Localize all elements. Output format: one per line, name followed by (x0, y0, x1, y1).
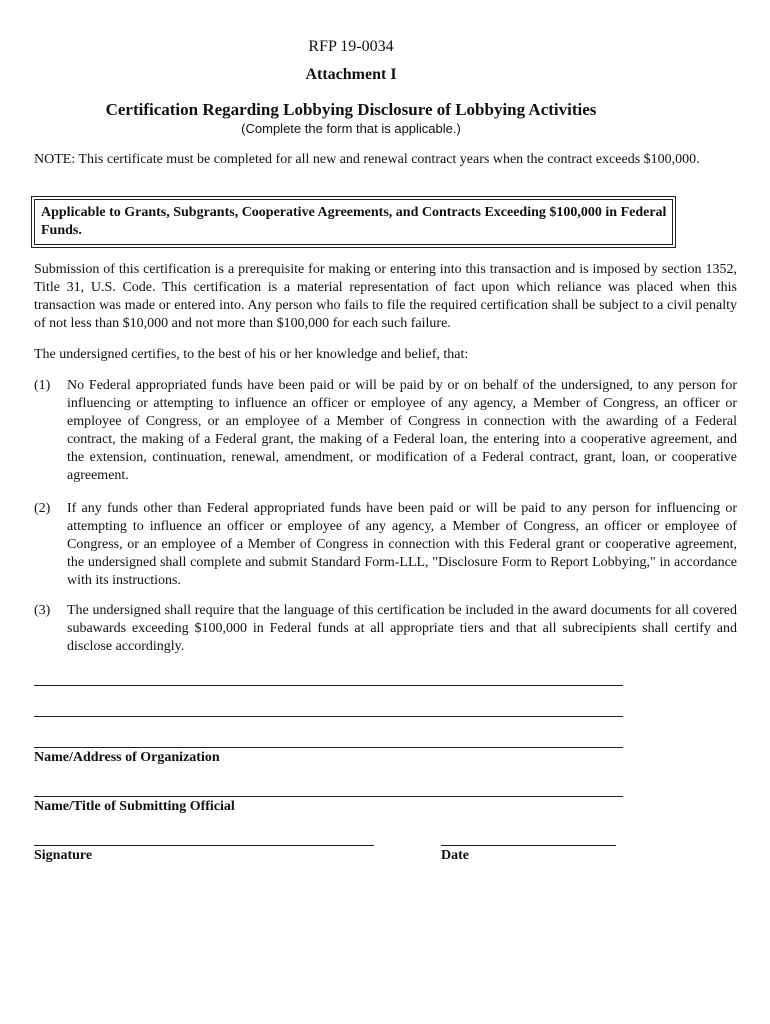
org-line-3[interactable] (34, 747, 623, 748)
signature-line[interactable] (34, 845, 374, 846)
item-text: If any funds other than Federal appropriated funds have been paid or will be paid to any person for influencing or attempting to influence an officer or employee of any agency, a Member of Congress, an officer or employee of Congress, or an employee of a Member of Congress in connection with this Federal grant or cooperative agreement, the undersigned shall complete and submit Standard Form-LLL, "Disclosure Form to Report Lobbying," in accordance with its instructions. (67, 501, 737, 588)
page-subtitle: (Complete the form that is applicable.) (241, 121, 461, 136)
official-line[interactable] (34, 796, 623, 797)
undersigned-paragraph: The undersigned certifies, to the best of his or her knowledge and belief, that: (34, 347, 469, 362)
note-text: NOTE: This certificate must be completed for all new and renewal contract years when the contract exceeds $100,000. (34, 152, 700, 167)
submission-paragraph: Submission of this certification is a prerequisite for making or entering into this transaction and is imposed by section 1352, Title 31, U.S. Code. This certification is a material representation of fact upon which reliance was placed when this transaction was made or entered into. Any person who fails to file the required certification shall be subject to a civil penalty of not less than $10,000 and not more than $100,000 for each such failure. (34, 262, 737, 331)
applicability-box: Applicable to Grants, Subgrants, Cooperative Agreements, and Contracts Exceeding $100,000 in Federal Funds. (34, 199, 673, 245)
item-number: (3) (34, 603, 51, 618)
item-number: (2) (34, 501, 51, 516)
item-number: (1) (34, 378, 51, 393)
item-text: The undersigned shall require that the language of this certification be included in the award documents for all covered subawards exceeding $100,000 in Federal funds at all appropriate tiers and that all subrecipients shall certify and disclose accordingly. (67, 603, 737, 654)
org-line-1[interactable] (34, 685, 623, 686)
rfp-number: RFP 19-0034 (308, 38, 394, 55)
official-label: Name/Title of Submitting Official (34, 799, 235, 814)
page-title: Certification Regarding Lobbying Disclosure of Lobbying Activities (105, 100, 597, 119)
item-text: No Federal appropriated funds have been paid or will be paid by or on behalf of the undersigned, to any person for influencing or attempting to influence an officer or employee of any agency, a Member of Congress, an officer or employee of Congress, or an employee of a Member of Congress in connection with the awarding of a Federal contract, the making of a Federal grant, the making of a Federal loan, the entering into a cooperative agreement, and the extension, continuation, renewal, amendment, or modification of a Federal contract, grant, loan, or cooperative agreement. (67, 378, 737, 483)
date-label: Date (441, 848, 469, 863)
attachment-heading: Attachment I (305, 66, 397, 83)
signature-label: Signature (34, 848, 93, 863)
org-label: Name/Address of Organization (34, 750, 220, 765)
date-line[interactable] (441, 845, 616, 846)
org-line-2[interactable] (34, 716, 623, 717)
